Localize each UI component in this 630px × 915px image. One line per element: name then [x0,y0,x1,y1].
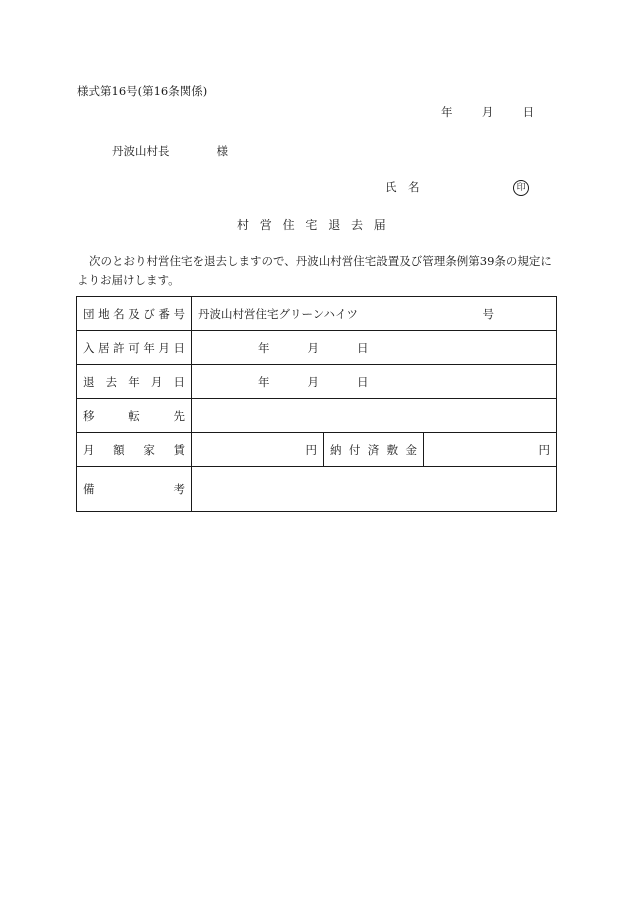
destination-label: 移転先 [77,399,192,433]
move-out-day: 日 [357,374,369,389]
addressee-name: 丹波山村長 [112,144,170,158]
date-day: 日 [522,105,535,119]
rent-unit: 円 [305,442,317,457]
remarks-label: 備考 [77,467,192,512]
complex-field[interactable] [192,297,557,331]
body-text: 次のとおり村営住宅を退去しますので、丹波山村営住宅設置及び管理条例第39条の規定によりお届けします。 [77,254,552,287]
complex-number-suffix: 号 [482,306,494,321]
move-out-year: 年 [258,374,270,389]
rent-field[interactable] [192,433,324,467]
table-row [77,433,557,467]
addressee [112,143,228,159]
form-table [76,296,557,512]
rent-label: 月額家賃 [77,433,192,467]
date-year: 年 [441,105,453,119]
move-in-year: 年 [258,340,270,355]
seal-icon: 印 [513,180,529,196]
deposit-label: 納付済敷金 [324,433,424,467]
move-out-date-field[interactable] [192,365,557,399]
complex-label: 団地名及び番号 [77,297,192,331]
remarks-field[interactable] [192,467,557,512]
complex-value: 丹波山村営住宅グリーンハイツ [198,306,358,321]
submission-date [441,104,534,120]
move-in-day: 日 [357,340,369,355]
table-row [77,467,557,512]
move-in-month: 月 [307,340,319,355]
move-out-label: 退去年月日 [77,365,192,399]
move-in-label: 入居許可年月日 [77,331,192,365]
document-title: 村営住宅退去届 [237,218,397,232]
move-out-month: 月 [307,374,319,389]
table-row [77,331,557,365]
move-in-date-field[interactable] [192,331,557,365]
addressee-honorific: 様 [216,144,228,158]
deposit-field[interactable] [424,433,557,467]
name-label: 氏 名 [385,180,420,194]
destination-field[interactable] [192,399,557,433]
table-row [77,297,557,331]
table-row [77,365,557,399]
table-row [77,399,557,433]
form-number: 様式第16号(第16条関係) [77,84,208,98]
deposit-unit: 円 [538,442,550,457]
date-month: 月 [481,105,494,119]
applicant-name-line [385,179,529,197]
